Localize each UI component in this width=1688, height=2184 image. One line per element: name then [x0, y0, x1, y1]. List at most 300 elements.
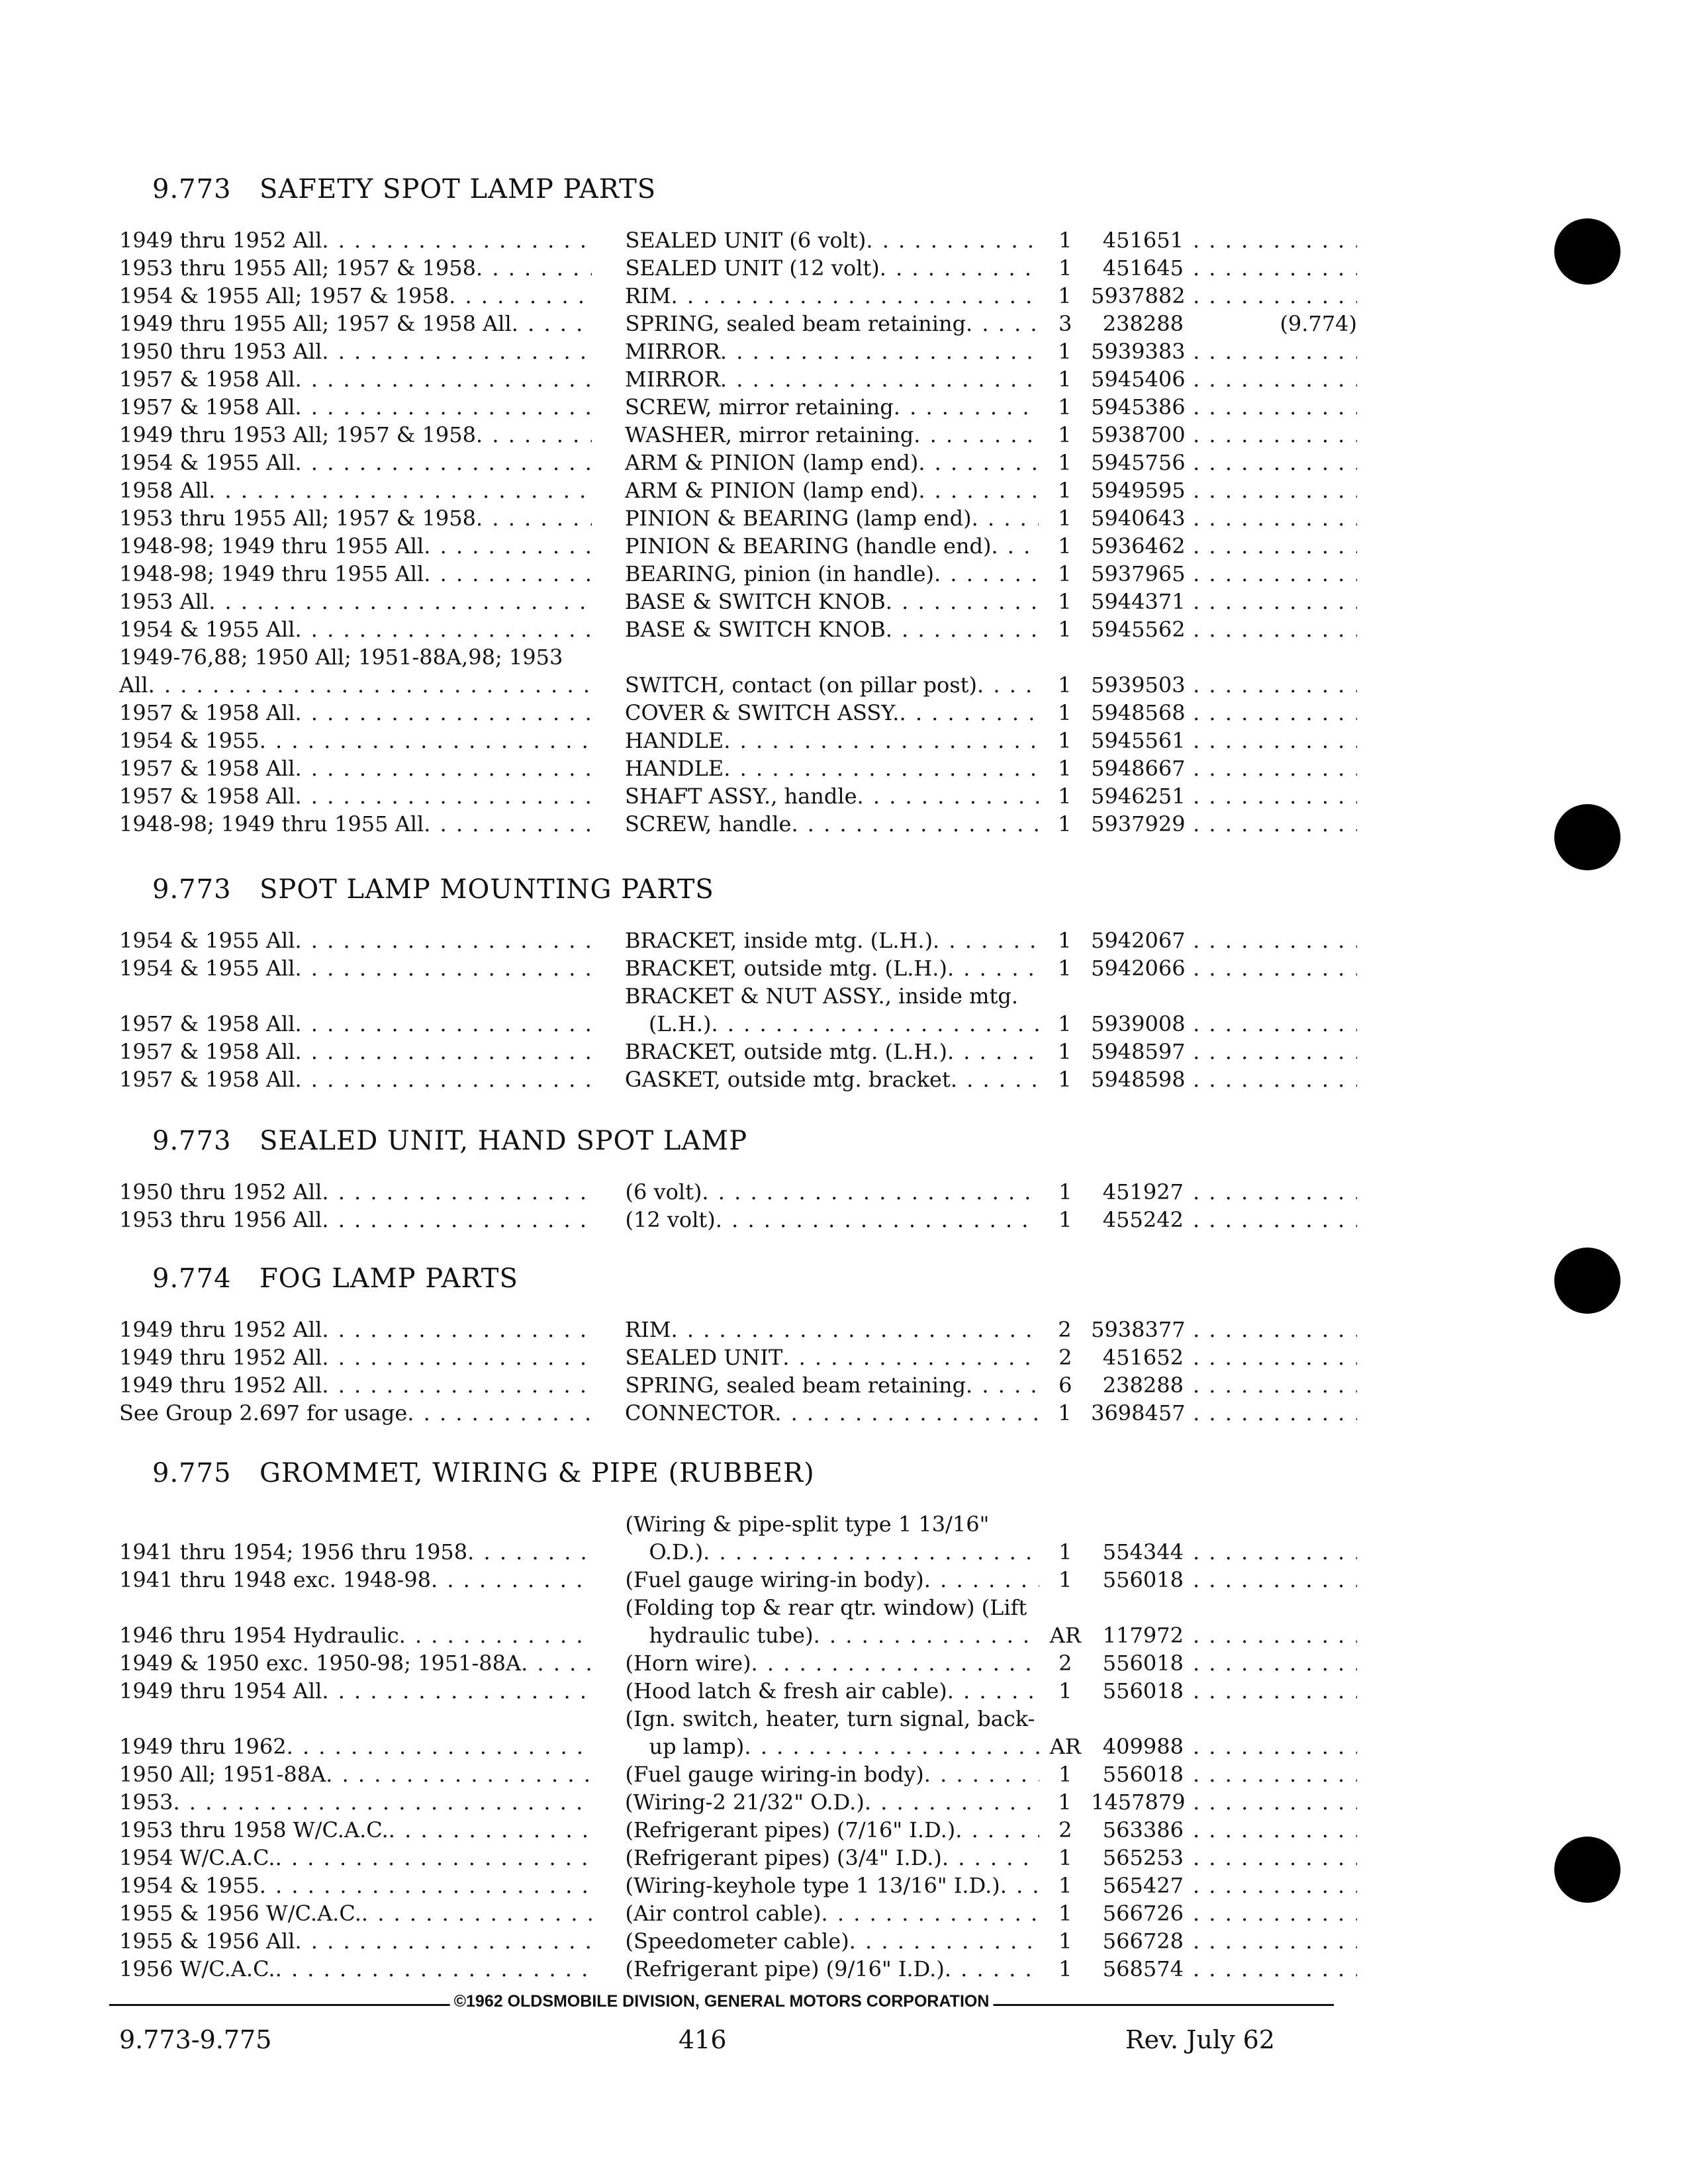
- description-text: BRACKET, outside mtg. (L.H.): [625, 1039, 947, 1064]
- usage-text-wrap: [119, 1927, 592, 1955]
- dot-leader: [322, 1677, 592, 1705]
- parts-row: [119, 1927, 1357, 1955]
- quantity: 2: [1058, 1651, 1072, 1676]
- parts-row: [119, 1399, 1357, 1427]
- dot-leader: [966, 1371, 1039, 1399]
- dot-leader: [751, 1649, 1039, 1677]
- dot-leader: [512, 310, 592, 338]
- description-text: (Wiring-keyhole type 1 13/16" I.D.): [625, 1873, 1000, 1898]
- reference-cell: [1184, 1760, 1357, 1788]
- quantity: 1: [1058, 811, 1072, 837]
- usage-cell: [119, 1899, 592, 1927]
- usage-text-wrap: [119, 282, 592, 310]
- description-text-wrap: [625, 1760, 1039, 1788]
- usage-cell: [119, 310, 592, 338]
- section-title: SPOT LAMP MOUNTING PARTS: [259, 874, 714, 905]
- description-text: BEARING, pinion (in handle): [625, 561, 935, 586]
- usage-cell: [119, 927, 592, 954]
- footer-page-number: 416: [679, 2025, 727, 2054]
- usage-text: 1946 thru 1954 Hydraulic: [119, 1623, 399, 1648]
- usage-text: 1953: [119, 1790, 173, 1815]
- dot-leader: [894, 393, 1039, 421]
- usage-text-wrap: [119, 699, 592, 727]
- parts-row: [119, 1566, 1357, 1594]
- part-number: 5948667: [1091, 756, 1186, 781]
- dot-leader: [671, 282, 1039, 310]
- usage-text-wrap: [119, 1899, 592, 1927]
- description-text-wrap: [625, 338, 1039, 365]
- part-number: 556018: [1102, 1762, 1184, 1787]
- dot-leader: [295, 699, 592, 727]
- part-number: 5937882: [1091, 283, 1186, 308]
- usage-text-wrap: [119, 1178, 592, 1206]
- usage-text-wrap: [119, 421, 592, 449]
- reference-cell: [1184, 1788, 1357, 1816]
- dot-leader: [1193, 1038, 1357, 1066]
- description-cell: [625, 1178, 1039, 1206]
- part-number: 5939383: [1091, 339, 1186, 364]
- part-number: 5942067: [1091, 928, 1186, 953]
- quantity: 2: [1058, 1317, 1072, 1342]
- description-text-wrap: [625, 1399, 1039, 1427]
- description-cell: [625, 1316, 1039, 1343]
- description-cell: [625, 226, 1039, 254]
- description-cell: [625, 421, 1039, 449]
- part-number: 238288: [1102, 311, 1184, 336]
- description-text-wrap: [625, 1538, 1039, 1566]
- reference-cell: [1184, 532, 1357, 560]
- usage-text: 1954 & 1955 All: [119, 928, 295, 953]
- usage-text: 1949 thru 1955 All; 1957 & 1958 All: [119, 311, 512, 336]
- parts-row: [119, 504, 1357, 532]
- reference-cell: [1184, 282, 1357, 310]
- description-text-wrap: [625, 727, 1039, 754]
- part-number: 451645: [1102, 255, 1184, 281]
- description-cell: [625, 615, 1039, 643]
- usage-text-wrap: [119, 1206, 592, 1234]
- parts-row: [119, 1788, 1357, 1816]
- dot-leader: [295, 449, 592, 477]
- part-number: 566726: [1102, 1901, 1184, 1926]
- description-text: PINION & BEARING (handle end): [625, 533, 992, 559]
- usage-text: 1949 thru 1962: [119, 1734, 287, 1759]
- part-number: 563386: [1102, 1817, 1184, 1843]
- usage-text-wrap: [119, 1816, 592, 1844]
- description-text-wrap: [625, 1343, 1039, 1371]
- usage-text: 1955 & 1956 W/C.A.C.: [119, 1901, 361, 1926]
- dot-leader: [322, 226, 592, 254]
- quantity: 1: [1058, 672, 1072, 698]
- reference-cell: [1184, 1872, 1357, 1899]
- description-text-wrap: [625, 1927, 1039, 1955]
- usage-cell: [119, 1066, 592, 1093]
- dot-leader: [951, 1066, 1039, 1093]
- quantity: 1: [1058, 1067, 1072, 1092]
- description-text: (6 volt): [625, 1179, 702, 1205]
- usage-cell: [119, 1206, 592, 1234]
- parts-row: [119, 1955, 1357, 1983]
- quantity: 1: [1058, 756, 1072, 781]
- part-number: 5948568: [1091, 700, 1186, 725]
- dot-leader: [1193, 1316, 1357, 1343]
- description-text: (Speedometer cable): [625, 1929, 849, 1954]
- usage-cell: [119, 1566, 592, 1594]
- section-number: 9.775: [152, 1458, 232, 1488]
- dot-leader: [361, 1899, 592, 1927]
- section-number: 9.773: [152, 174, 232, 205]
- usage-text-wrap: [119, 504, 592, 532]
- parts-row: [119, 1343, 1357, 1371]
- description-line-1: (Folding top & rear qtr. window) (Lift: [625, 1595, 1027, 1620]
- dot-leader: [1193, 1816, 1357, 1844]
- description-cell: [625, 1399, 1039, 1427]
- usage-text: 1950 thru 1952 All: [119, 1179, 322, 1205]
- parts-row: [119, 1178, 1357, 1206]
- description-text-wrap: [625, 282, 1039, 310]
- usage-cell: [119, 560, 592, 588]
- dot-leader: [1193, 1872, 1357, 1899]
- description-text: (Fuel gauge wiring-in body): [625, 1762, 924, 1787]
- parts-row: [119, 1760, 1357, 1788]
- parts-row: [119, 477, 1357, 504]
- description-text: (Refrigerant pipes) (3/4" I.D.): [625, 1845, 942, 1870]
- description-text-wrap: [625, 477, 1039, 504]
- usage-text-wrap: [119, 1538, 592, 1566]
- usage-cell: [119, 699, 592, 727]
- usage-text-wrap: [119, 1038, 592, 1066]
- usage-text-wrap: [119, 1066, 592, 1093]
- usage-text-wrap: [119, 1343, 592, 1371]
- quantity: 1: [1058, 1845, 1072, 1870]
- punch-hole: [1554, 804, 1620, 870]
- description-text-wrap: [625, 927, 1039, 954]
- dot-leader: [924, 1566, 1039, 1594]
- description-text-wrap: [625, 365, 1039, 393]
- description-cell: [625, 810, 1039, 838]
- quantity: 1: [1058, 928, 1072, 953]
- description-text: WASHER, mirror retaining: [625, 422, 914, 447]
- description-text: (Wiring-2 21/32" O.D.): [625, 1790, 865, 1815]
- description-text: BASE & SWITCH KNOB: [625, 589, 886, 614]
- description-text-wrap: [625, 754, 1039, 782]
- parts-row: [119, 1899, 1357, 1927]
- usage-cell: [119, 754, 592, 782]
- dot-leader: [947, 1677, 1039, 1705]
- description-text-wrap: [625, 1649, 1039, 1677]
- parts-row: [119, 1872, 1357, 1899]
- part-number: 5939008: [1091, 1011, 1186, 1036]
- description-text-wrap: [625, 1038, 1039, 1066]
- dot-leader: [148, 671, 592, 699]
- description-cell: [625, 1788, 1039, 1816]
- quantity: 1: [1058, 283, 1072, 308]
- part-number: 5945561: [1091, 728, 1186, 753]
- usage-cell: [119, 421, 592, 449]
- description-text-wrap: [625, 699, 1039, 727]
- description-text: GASKET, outside mtg. bracket: [625, 1067, 951, 1092]
- usage-cell: [119, 1788, 592, 1816]
- description-text: SPRING, sealed beam retaining: [625, 1373, 966, 1398]
- parts-row: [119, 1844, 1357, 1872]
- dot-leader: [1193, 954, 1357, 982]
- quantity: 1: [1058, 1011, 1072, 1036]
- reference-cell: [1184, 365, 1357, 393]
- dot-leader: [399, 1621, 592, 1649]
- dot-leader: [1193, 365, 1357, 393]
- parts-row: [119, 1066, 1357, 1093]
- dot-leader: [1193, 1371, 1357, 1399]
- dot-leader: [724, 727, 1038, 754]
- reference-cell: [1184, 1178, 1357, 1206]
- usage-text-wrap: [119, 1316, 592, 1343]
- usage-text: 1953 thru 1955 All; 1957 & 1958: [119, 506, 476, 531]
- dot-leader: [1193, 1955, 1357, 1983]
- parts-row: [119, 282, 1357, 310]
- description-text: BRACKET, outside mtg. (L.H.): [625, 956, 947, 981]
- dot-leader: [972, 504, 1039, 532]
- reference-cell: [1184, 477, 1357, 504]
- usage-text: 1957 & 1958 All: [119, 700, 295, 725]
- reference-cell: [1184, 338, 1357, 365]
- reference-cell: [1184, 560, 1357, 588]
- quantity: 1: [1058, 1929, 1072, 1954]
- dot-leader: [295, 754, 592, 782]
- part-number: 565253: [1102, 1845, 1184, 1870]
- description-line-1: (Ign. switch, heater, turn signal, back-: [625, 1706, 1035, 1731]
- punch-hole: [1554, 1248, 1620, 1314]
- dot-leader: [716, 1206, 1039, 1234]
- usage-text-wrap: [119, 338, 592, 365]
- description-cell: [625, 449, 1039, 477]
- usage-text: 1948-98; 1949 thru 1955 All: [119, 561, 424, 586]
- usage-text-wrap: [119, 449, 592, 477]
- description-text: ARM & PINION (lamp end): [625, 478, 919, 503]
- dot-leader: [880, 254, 1039, 282]
- reference-cell: [1184, 1816, 1357, 1844]
- description-text: MIRROR: [625, 367, 720, 392]
- quantity: 1: [1058, 533, 1072, 559]
- footer-section-range: 9.773-9.775: [119, 2025, 272, 2054]
- quantity: 1: [1058, 1539, 1072, 1565]
- part-number: 3698457: [1091, 1400, 1186, 1426]
- dot-leader: [295, 393, 592, 421]
- dot-leader: [295, 927, 592, 954]
- quantity: 1: [1058, 394, 1072, 420]
- usage-text: 1957 & 1958 All: [119, 784, 295, 809]
- reference-cell: [1184, 810, 1357, 838]
- description-cell: [625, 671, 1039, 699]
- description-text: ARM & PINION (lamp end): [625, 450, 919, 475]
- part-number: 5942066: [1091, 956, 1186, 981]
- dot-leader: [703, 1538, 1039, 1566]
- reference-cell: [1184, 671, 1357, 699]
- description-cell: [625, 1872, 1039, 1899]
- parts-row: [119, 393, 1357, 421]
- usage-cell: [119, 1399, 592, 1427]
- dot-leader: [942, 1844, 1039, 1872]
- parts-row: [119, 927, 1357, 954]
- usage-text-wrap: [119, 310, 592, 338]
- description-text: (Refrigerant pipes) (7/16" I.D.): [625, 1817, 956, 1843]
- dot-leader: [933, 927, 1039, 954]
- usage-cell: [119, 1343, 592, 1371]
- reference-cell: [1184, 1371, 1357, 1399]
- section-title: SAFETY SPOT LAMP PARTS: [259, 174, 657, 205]
- part-number: 5937929: [1091, 811, 1186, 837]
- usage-text-wrap: [119, 1010, 592, 1038]
- description-cell: [625, 754, 1039, 782]
- description-text: (L.H.): [649, 1011, 712, 1036]
- dot-leader: [886, 615, 1039, 643]
- usage-text-wrap: [119, 532, 592, 560]
- usage-cell: [119, 727, 592, 754]
- usage-text: 1955 & 1956 All: [119, 1929, 295, 1954]
- dot-leader: [295, 1038, 592, 1066]
- usage-cell: [119, 477, 592, 504]
- usage-text-wrap: [119, 810, 592, 838]
- usage-cell: [119, 1760, 592, 1788]
- reference-cell: [1184, 954, 1357, 982]
- section-fog-lamp-parts: [119, 1261, 1357, 1427]
- part-number: 5949595: [1091, 478, 1186, 503]
- description-text: RIM: [625, 283, 671, 308]
- section-heading: [152, 172, 1357, 206]
- usage-cell: [119, 1371, 592, 1399]
- quantity: 1: [1058, 1678, 1072, 1704]
- parts-row: [119, 226, 1357, 254]
- description-cell: [625, 1649, 1039, 1677]
- usage-text-wrap: [119, 954, 592, 982]
- dot-leader: [322, 1316, 592, 1343]
- usage-text: 1954 & 1955 All: [119, 956, 295, 981]
- reference-cell: [1184, 1038, 1357, 1066]
- reference-cell: [1184, 254, 1357, 282]
- part-number: 451927: [1102, 1179, 1184, 1205]
- dot-leader: [295, 365, 592, 393]
- dot-leader: [1193, 754, 1357, 782]
- usage-text: 1957 & 1958 All: [119, 1011, 295, 1036]
- description-text: O.D.): [649, 1539, 704, 1565]
- description-cell: [625, 477, 1039, 504]
- description-cell: [625, 560, 1039, 588]
- dot-leader: [389, 1816, 592, 1844]
- usage-text-wrap: [119, 1399, 592, 1427]
- dot-leader: [275, 1955, 592, 1983]
- dot-leader: [173, 1788, 592, 1816]
- part-number: 566728: [1102, 1929, 1184, 1954]
- usage-text-wrap: [119, 782, 592, 810]
- dot-leader: [476, 504, 592, 532]
- description-text: (12 volt): [625, 1207, 716, 1232]
- dot-leader: [1193, 1206, 1357, 1234]
- part-number: 5945756: [1091, 450, 1186, 475]
- usage-text-wrap: [119, 393, 592, 421]
- dot-leader: [322, 1371, 592, 1399]
- reference-cell: [1184, 1649, 1357, 1677]
- dot-leader: [259, 727, 592, 754]
- parts-row: [119, 643, 1357, 699]
- description-text: (Hood latch & fresh air cable): [625, 1678, 947, 1704]
- dot-leader: [295, 782, 592, 810]
- usage-text: 1957 & 1958 All: [119, 1067, 295, 1092]
- usage-text: 1953 All: [119, 589, 209, 614]
- usage-text: 1954 & 1955 All; 1957 & 1958: [119, 283, 449, 308]
- part-number: 455242: [1102, 1207, 1184, 1232]
- usage-cell: [119, 1677, 592, 1705]
- part-number: 5936462: [1091, 533, 1186, 559]
- usage-text-wrap: [119, 927, 592, 954]
- dot-leader: [259, 1872, 592, 1899]
- quantity: 1: [1058, 1567, 1072, 1592]
- usage-cell: [119, 532, 592, 560]
- description-text-wrap: [625, 1206, 1039, 1234]
- parts-row: [119, 338, 1357, 365]
- description-text-wrap: [625, 1316, 1039, 1343]
- description-cell: [625, 282, 1039, 310]
- parts-row: [119, 421, 1357, 449]
- dot-leader: [1193, 282, 1357, 310]
- copyright-notice: ©1962 OLDSMOBILE DIVISION, GENERAL MOTORS CORPORATION: [450, 1992, 994, 2011]
- quantity: 1: [1058, 1039, 1072, 1064]
- usage-text: 1941 thru 1948 exc. 1948-98: [119, 1567, 431, 1592]
- quantity: 1: [1058, 367, 1072, 392]
- part-number: 5937965: [1091, 561, 1186, 586]
- reference-cell: [1184, 421, 1357, 449]
- section-number: 9.773: [152, 874, 232, 905]
- description-text: SEALED UNIT (6 volt): [625, 228, 867, 253]
- quantity: 6: [1058, 1373, 1072, 1398]
- quantity: 1: [1058, 1179, 1072, 1205]
- section-heading: [152, 872, 1357, 907]
- description-text: CONNECTOR: [625, 1400, 775, 1426]
- punch-hole: [1554, 218, 1620, 285]
- part-number: 5939503: [1091, 672, 1186, 698]
- dot-leader: [275, 1844, 592, 1872]
- part-number: 451651: [1102, 228, 1184, 253]
- dot-leader: [295, 1010, 592, 1038]
- description-text: up lamp): [649, 1734, 745, 1759]
- usage-cell: [119, 1621, 592, 1649]
- reference-cell: [1184, 1538, 1357, 1566]
- usage-text: 1954 W/C.A.C.: [119, 1845, 275, 1870]
- usage-cell: [119, 1955, 592, 1983]
- usage-text-wrap: [119, 365, 592, 393]
- usage-text: 1954 & 1955 All: [119, 450, 295, 475]
- dot-leader: [1193, 449, 1357, 477]
- description-cell: [625, 1816, 1039, 1844]
- description-text-wrap: [625, 504, 1039, 532]
- part-number: 556018: [1102, 1678, 1184, 1704]
- description-text-wrap: [625, 449, 1039, 477]
- usage-text: 1958 All: [119, 478, 209, 503]
- dot-leader: [866, 226, 1039, 254]
- usage-text-wrap: [119, 1844, 592, 1872]
- dot-leader: [476, 421, 592, 449]
- description-cell: [625, 1566, 1039, 1594]
- usage-text: 1954 & 1955: [119, 728, 259, 753]
- description-cell: [625, 782, 1039, 810]
- description-text-wrap: [625, 226, 1039, 254]
- dot-leader: [1193, 532, 1357, 560]
- usage-cell: [119, 954, 592, 982]
- usage-text-wrap: [119, 615, 592, 643]
- reference-cell: [1184, 1010, 1357, 1038]
- parts-row: [119, 1816, 1357, 1844]
- dot-leader: [1193, 782, 1357, 810]
- description-text: BASE & SWITCH KNOB: [625, 617, 886, 642]
- dot-leader: [1193, 504, 1357, 532]
- dot-leader: [295, 615, 592, 643]
